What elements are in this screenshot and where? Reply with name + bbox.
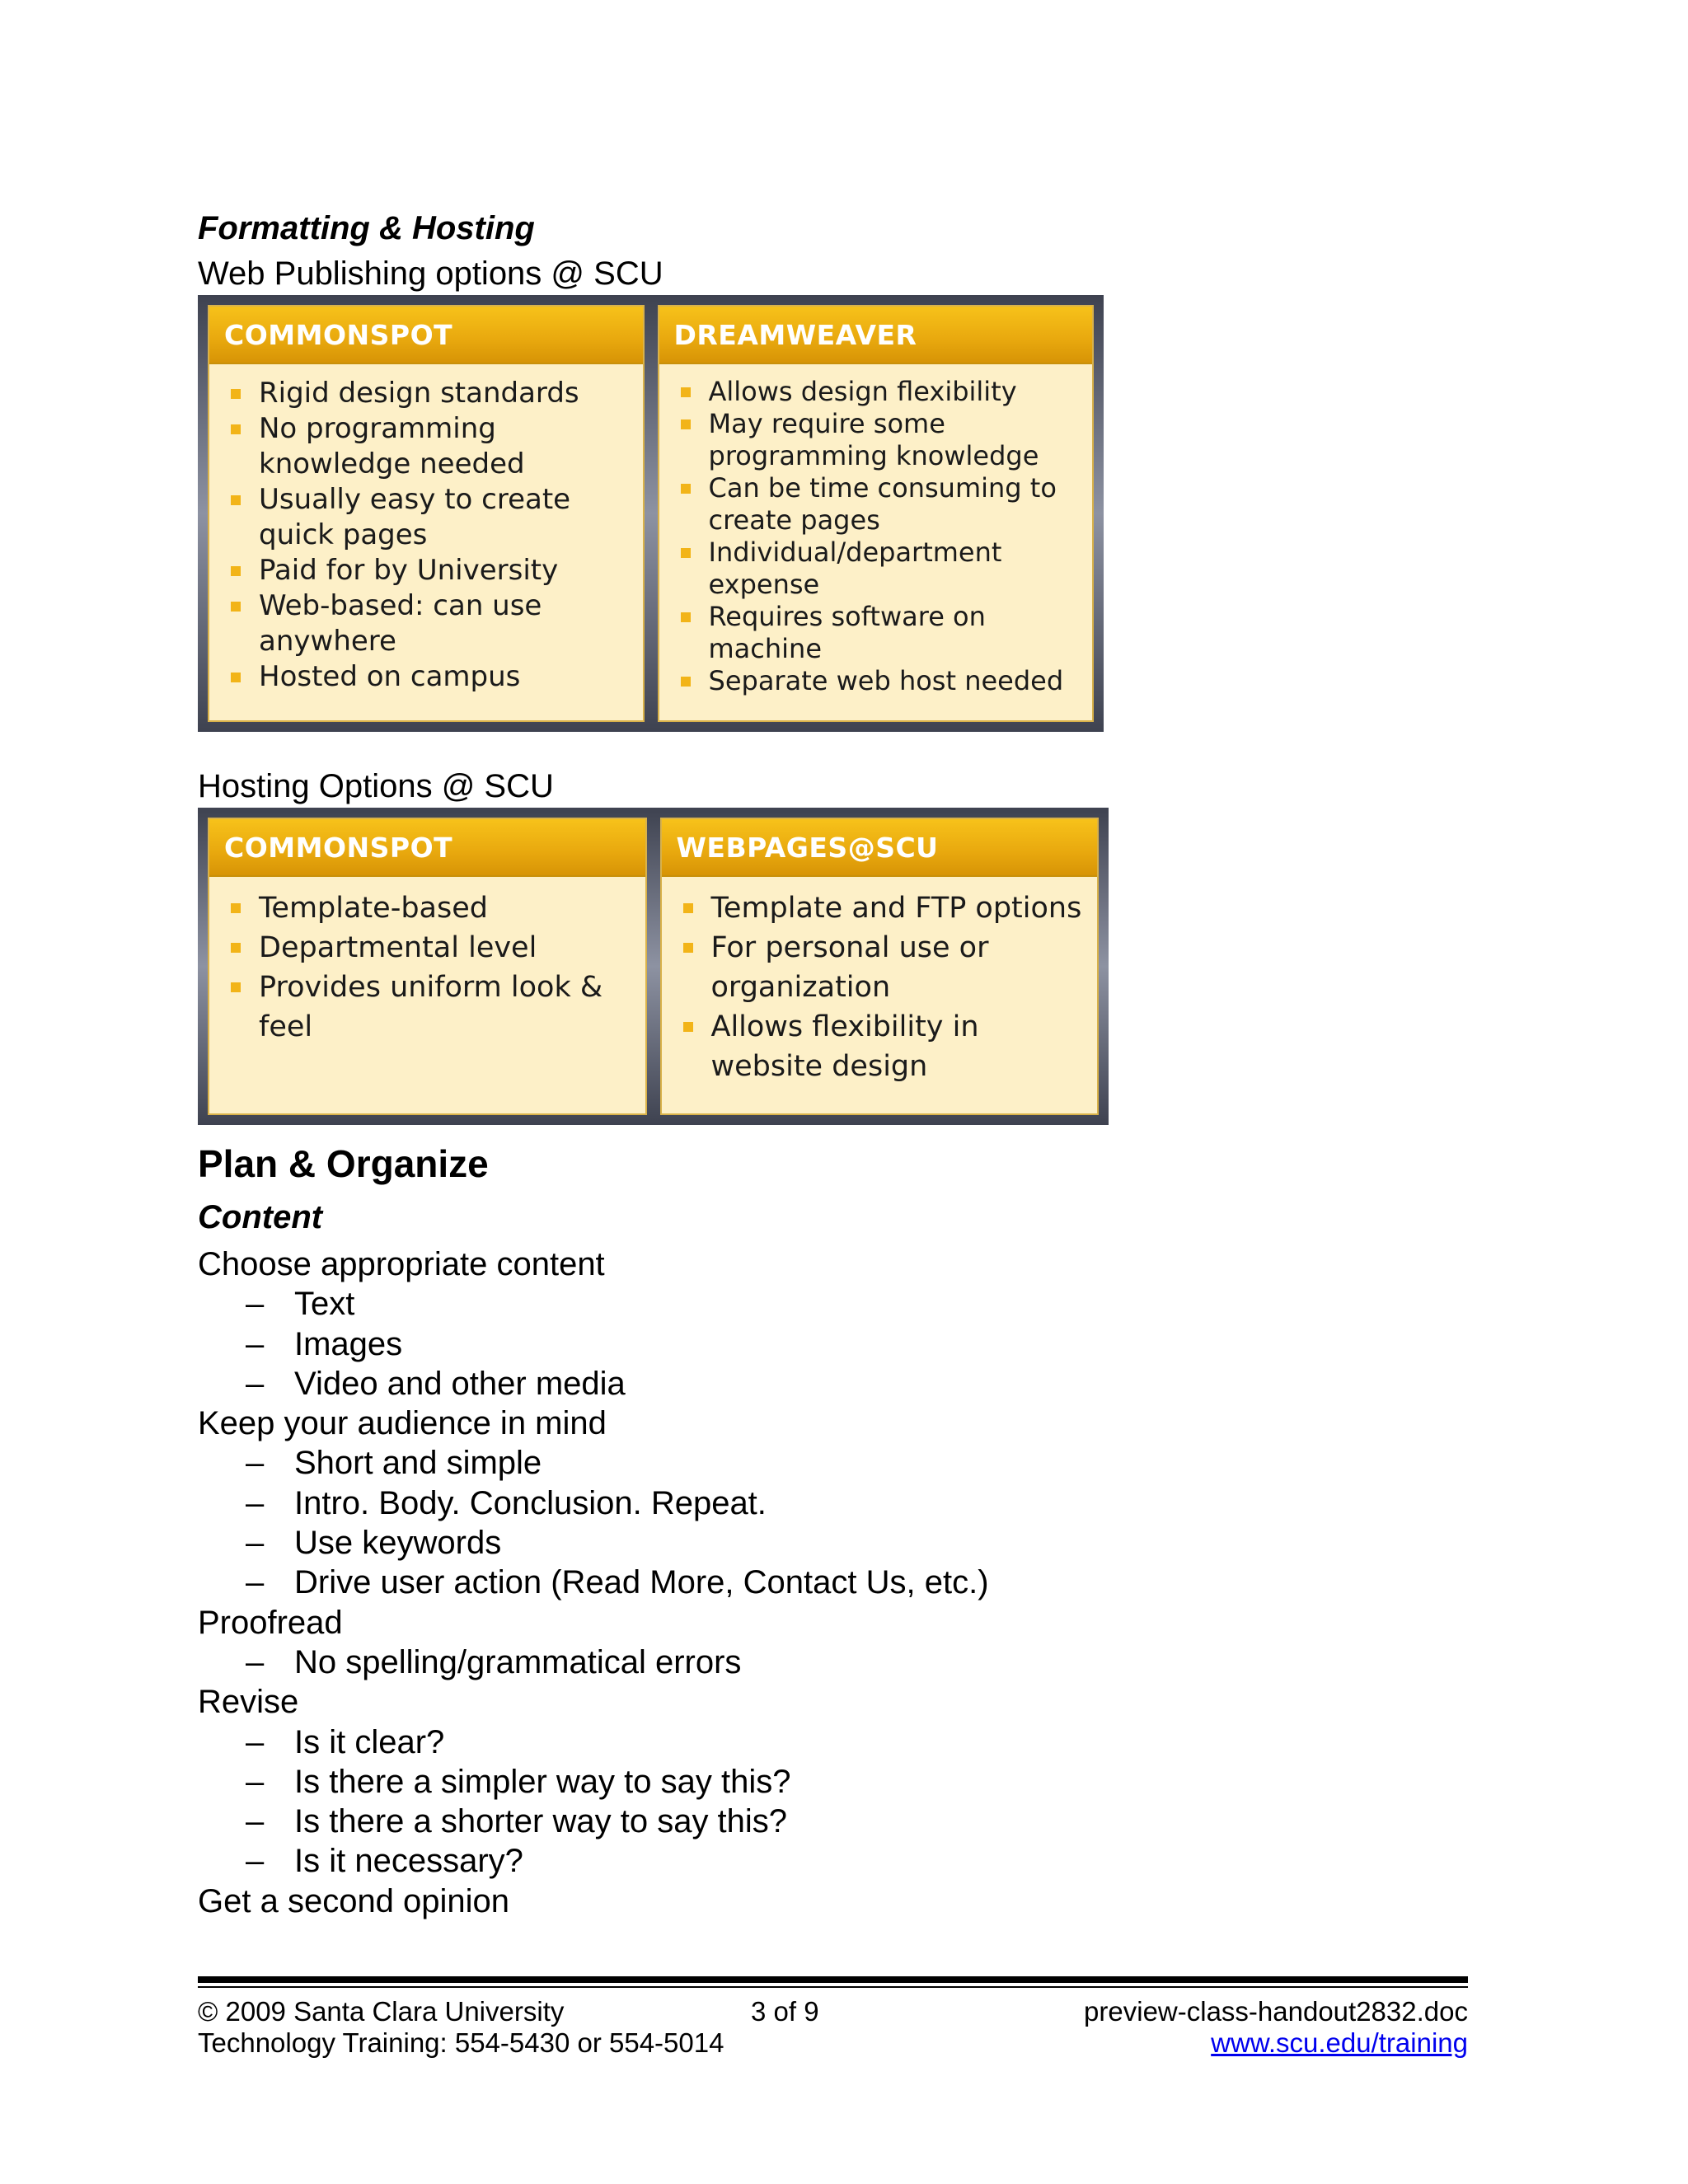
list-item: For personal use or organization bbox=[677, 928, 1086, 1007]
hosting-options-graphic bbox=[198, 808, 1109, 1125]
hosting-options-caption: Hosting Options @ SCU bbox=[198, 768, 554, 804]
list-item: Keep your audience in mind bbox=[198, 1405, 607, 1442]
sub-list-item: – No spelling/grammatical errors bbox=[246, 1643, 742, 1680]
sub-list-item: – Images bbox=[246, 1325, 403, 1362]
sub-list-item: – Is it clear? bbox=[246, 1723, 445, 1760]
formatting-hosting-subtitle: Formatting & Hosting bbox=[198, 210, 535, 246]
bullet-icon bbox=[231, 602, 241, 612]
webpages-hosting-column bbox=[660, 818, 1100, 1115]
sub-list-item: – Text bbox=[246, 1286, 355, 1323]
bullet-icon bbox=[683, 943, 693, 953]
footer-filename: preview-class-handout2832.doc bbox=[1084, 1996, 1468, 2027]
content-guidelines-list bbox=[198, 1244, 989, 1921]
list-item: Revise bbox=[198, 1684, 299, 1721]
web-publishing-caption: Web Publishing options @ SCU bbox=[198, 255, 663, 292]
list-item: Get a second opinion bbox=[198, 1882, 510, 1919]
dreamweaver-publishing-list bbox=[674, 376, 1081, 697]
bullet-icon bbox=[231, 495, 241, 505]
column-header: COMMONSPOT bbox=[209, 307, 643, 364]
bullet-icon bbox=[231, 903, 241, 913]
list-item: Web-based: can use anywhere bbox=[224, 588, 631, 659]
list-item: Choose appropriate content bbox=[198, 1246, 605, 1282]
sub-list-item: – Intro. Body. Conclusion. Repeat. bbox=[246, 1484, 767, 1521]
list-item: Usually easy to create quick pages bbox=[224, 482, 631, 553]
commonspot-hosting-list bbox=[224, 888, 634, 1047]
list-item: Allows design flexibility bbox=[674, 376, 1081, 408]
footer-page-number: 3 of 9 bbox=[751, 1996, 819, 2027]
dreamweaver-publishing-column bbox=[658, 305, 1095, 722]
commonspot-hosting-column bbox=[208, 818, 647, 1115]
bullet-icon bbox=[681, 548, 691, 558]
list-item: Provides uniform look & feel bbox=[224, 968, 634, 1047]
bullet-icon bbox=[683, 903, 693, 913]
list-item: Departmental level bbox=[224, 928, 634, 968]
webpages-hosting-list bbox=[677, 888, 1086, 1086]
bullet-icon bbox=[231, 424, 241, 434]
list-item: No programming knowledge needed bbox=[224, 411, 631, 482]
sub-list-item: – Is there a shorter way to say this? bbox=[246, 1803, 788, 1840]
sub-list-item: – Is there a simpler way to say this? bbox=[246, 1763, 791, 1800]
bullet-icon bbox=[681, 419, 691, 429]
sub-list-item: – Short and simple bbox=[246, 1445, 542, 1482]
bullet-icon bbox=[683, 1022, 693, 1032]
plan-organize-heading: Plan & Organize bbox=[198, 1142, 489, 1185]
bullet-icon bbox=[231, 566, 241, 576]
sub-list-item: – Video and other media bbox=[246, 1365, 626, 1402]
column-header: WEBPAGES@SCU bbox=[662, 819, 1098, 877]
list-item: Requires software on machine bbox=[674, 601, 1081, 665]
footer-training-link[interactable]: www.scu.edu/training bbox=[1211, 2027, 1468, 2058]
bullet-icon bbox=[681, 612, 691, 622]
list-item: May require some programming knowledge bbox=[674, 408, 1081, 472]
sub-list-item: – Use keywords bbox=[246, 1525, 502, 1562]
list-item: Proofread bbox=[198, 1604, 343, 1641]
footer-phone: Technology Training: 554-5430 or 554-5014 bbox=[198, 2027, 724, 2058]
bullet-icon bbox=[231, 389, 241, 399]
content-subtitle: Content bbox=[198, 1199, 323, 1235]
bullet-icon bbox=[681, 677, 691, 687]
bullet-icon bbox=[231, 673, 241, 682]
list-item: Allows flexibility in website design bbox=[677, 1007, 1086, 1086]
web-publishing-options-graphic bbox=[198, 295, 1104, 732]
footer-rule bbox=[198, 1976, 1468, 1983]
sub-list-item: – Drive user action (Read More, Contact Us, etc.) bbox=[246, 1564, 989, 1601]
list-item: Rigid design standards bbox=[224, 376, 631, 411]
footer-rule-thin bbox=[198, 1986, 1468, 1988]
list-item: Template and FTP options bbox=[677, 888, 1086, 928]
list-item: Individual/department expense bbox=[674, 537, 1081, 601]
column-header: COMMONSPOT bbox=[209, 819, 645, 877]
sub-list-item: – Is it necessary? bbox=[246, 1843, 523, 1880]
list-item: Template-based bbox=[224, 888, 634, 928]
list-item: Hosted on campus bbox=[224, 659, 631, 695]
column-header: DREAMWEAVER bbox=[659, 307, 1093, 364]
list-item: Paid for by University bbox=[224, 553, 631, 588]
bullet-icon bbox=[681, 484, 691, 494]
bullet-icon bbox=[681, 387, 691, 397]
footer-copyright: © 2009 Santa Clara University bbox=[198, 1996, 565, 2027]
commonspot-publishing-list bbox=[224, 376, 631, 695]
bullet-icon bbox=[231, 943, 241, 953]
bullet-icon bbox=[231, 982, 241, 992]
list-item: Can be time consuming to create pages bbox=[674, 472, 1081, 537]
commonspot-publishing-column bbox=[208, 305, 645, 722]
list-item: Separate web host needed bbox=[674, 665, 1081, 697]
